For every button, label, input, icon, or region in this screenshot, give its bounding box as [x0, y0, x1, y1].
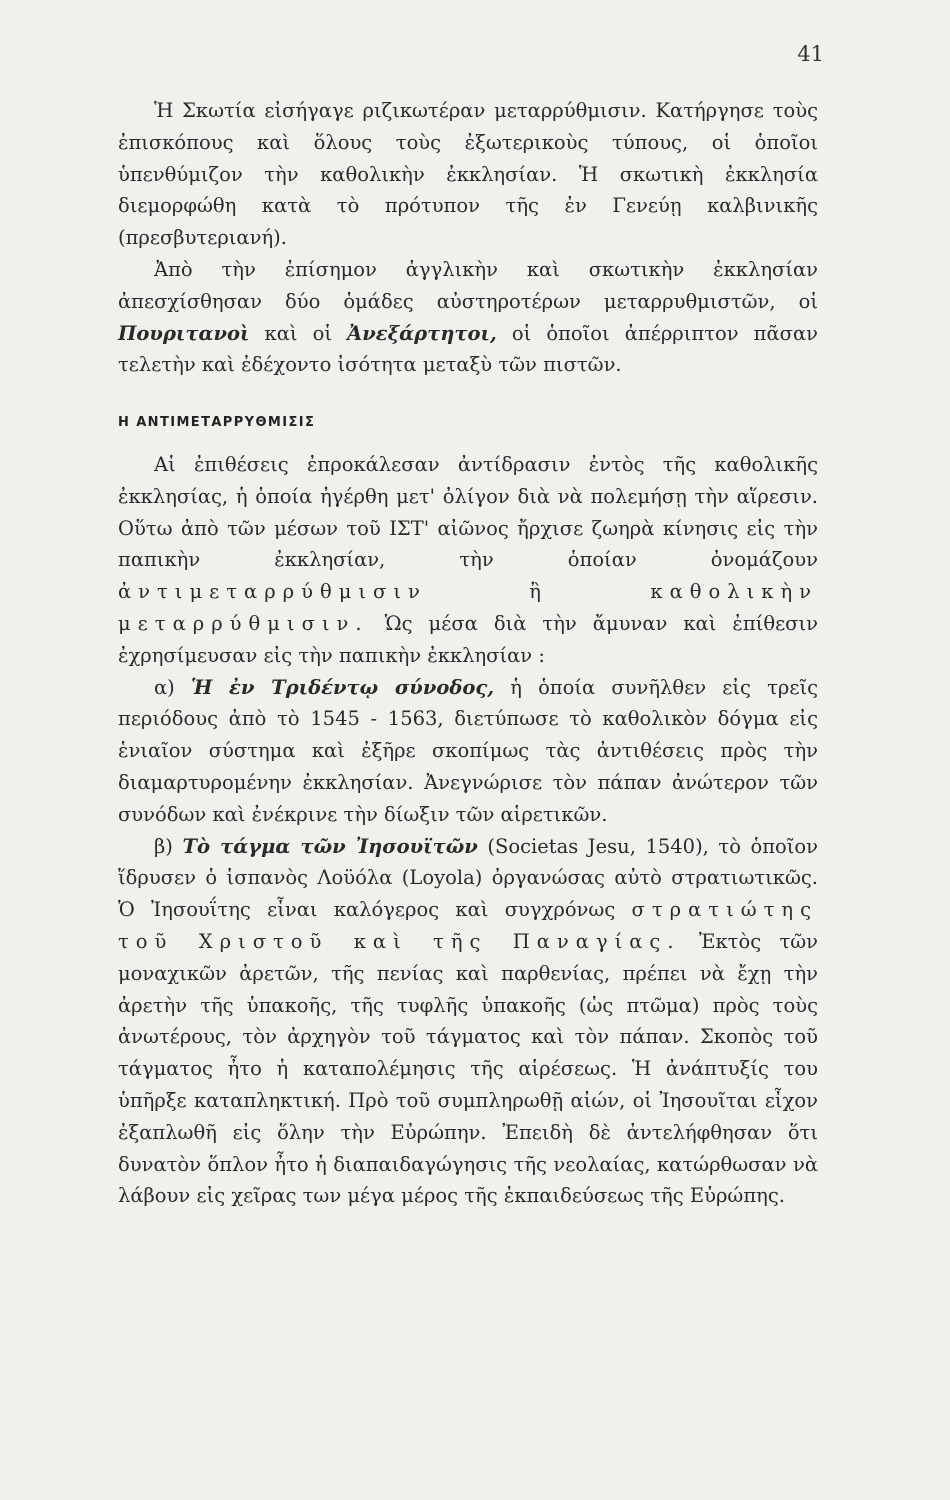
term-puritans: Πουριτανοὶ	[118, 321, 250, 345]
term-independents: Ἀνεξάρτητοι,	[347, 321, 497, 345]
paragraph-puritans-text-c: καὶ οἱ	[264, 321, 333, 345]
item-council-of-trent	[118, 672, 818, 831]
paragraph-puritans-text-a: Ἀπὸ τὴν ἐπίσημον ἀγγλικὴν καὶ σκωτικὴν ἐκκλησίαν ἀπεσχίσθησαν δύο ὁμάδες αὐστηροτέρων μεταρρυθμιστῶν, οἱ	[118, 257, 818, 313]
section-heading: Η ΑΝΤΙΜΕΤΑΡΡΥΘΜΙΣΙΣ	[118, 415, 316, 431]
item-b-label: β)	[154, 834, 173, 858]
item-b-text-1: (Societas Jesu, 1540), τὸ ὁποῖον ἵδρυσεν ὁ ἱσπανὸς Λοϋόλα (Loyola) ὀργανώσας αὐτὸ στρατιωτικῶς. Ὁ Ἰησουΐτης εἶναι καλόγερος καὶ συγχρόνως	[118, 834, 819, 922]
paragraph-puritans	[118, 254, 818, 381]
item-a-label: α)	[154, 675, 175, 699]
paragraph-counter-reformation	[118, 449, 818, 672]
paragraph-puritans-text-e: οἱ ὁποῖοι ἀπέρριπτον πᾶσαν τελετὴν καὶ ἐδέχοντο ἰσότητα μεταξὺ τῶν πιστῶν.	[118, 321, 818, 377]
item-b-spaced-phrase: στρατιώτης τοῦ Χριστοῦ καὶ τῆς Παναγίας.	[118, 898, 819, 953]
item-b-title: Τὸ τάγμα τῶν Ἰησουϊτῶν	[182, 834, 478, 858]
paragraph-counter-text-a: Αἱ ἐπιθέσεις ἐπροκάλεσαν ἀντίδρασιν ἐντὸς τῆς καθολικῆς ἐκκλησίας, ἡ ὁποία ἠγέρθη μετ' ὀλίγον διὰ νὰ πολεμήσῃ τὴν αἵρεσιν. Οὕτω ἀπὸ τῶν μέσων τοῦ ΙΣΤ' αἰῶνος ἤρχισε ζωηρὰ κίνησις εἰς τὴν παπικὴν ἐκκλησίαν, τὴν ὁποίαν ὀνομάζουν	[118, 452, 818, 572]
term-counter-reformation: ἀντιμεταρρύθμισιν ἢ καθολικὴν μεταρρύθμισιν.	[118, 580, 818, 635]
item-a-text: ἡ ὁποία συνῆλθεν εἰς τρεῖς περιόδους ἀπὸ τὸ 1545 - 1563, διετύπωσε τὸ καθολικὸν δόγμα εἰς ἑνιαῖον σύστημα καὶ ἐξῆρε σκοπίμως τὰς ἀντιθέσεις πρὸς τὴν διαμαρτυρομένην ἐκκλησίαν. Ἀνεγνώρισε τὸν πάπαν ἀνώτερον τῶν συνόδων καὶ ἐνέκρινε τὴν δίωξιν τῶν αἱρετικῶν.	[118, 675, 819, 826]
paragraph-counter-text-c: Ὡς μέσα διὰ τὴν ἄμυναν καὶ ἐπίθεσιν ἐχρησίμευσαν εἰς τὴν παπικὴν ἐκκλησίαν :	[118, 611, 818, 667]
item-a-title: Ἡ ἐν Τριδέντῳ σύνοδος,	[190, 675, 495, 699]
item-jesuit-order	[118, 831, 818, 1213]
page-number: 41	[797, 42, 824, 66]
item-b-text-2: Ἐκτὸς τῶν μοναχικῶν ἀρετῶν, τῆς πενίας καὶ παρθενίας, πρέπει νὰ ἔχῃ τὴν ἀρετὴν τῆς ὑπακοῆς, τῆς τυφλῆς ὑπακοῆς (ὡς πτῶμα) πρὸς τοὺς ἀνωτέρους, τὸν ἀρχηγὸν τοῦ τάγματος καὶ τὸν πάπαν. Σκοπὸς τοῦ τάγματος ἦτο ἡ καταπολέμησις τῆς αἱρέσεως. Ἡ ἀνάπτυξίς του ὑπῆρξε καταπληκτική. Πρὸ τοῦ συμπληρωθῇ αἰών, οἱ Ἰησουῖται εἶχον ἐξαπλωθῆ εἰς ὅλην τὴν Εὐρώπην. Ἐπειδὴ δὲ ἀντελήφθησαν ὅτι δυνατὸν ὅπλον ἦτο ἡ διαπαιδαγώγησις τῆς νεολαίας, κατώρθωσαν νὰ λάβουν εἰς χεῖρας των μέγα μέρος τῆς ἐκπαιδεύσεως τῆς Εὐρώπης.	[118, 929, 818, 1208]
page-body	[118, 95, 818, 1212]
paragraph-scotland: Ἡ Σκωτία εἰσήγαγε ριζικωτέραν μεταρρύθμισιν. Κατήργησε τοὺς ἐπισκόπους καὶ ὅλους τοὺς ἐξωτερικοὺς τύπους, οἱ ὁποῖοι ὑπενθύμιζον τὴν καθολικὴν ἐκκλησίαν. Ἡ σκωτικὴ ἐκκλησία διεμορφώθη κατὰ τὸ πρότυπον τῆς ἐν Γενεύῃ καλβινικῆς (πρεσβυτεριανή).	[118, 99, 818, 250]
